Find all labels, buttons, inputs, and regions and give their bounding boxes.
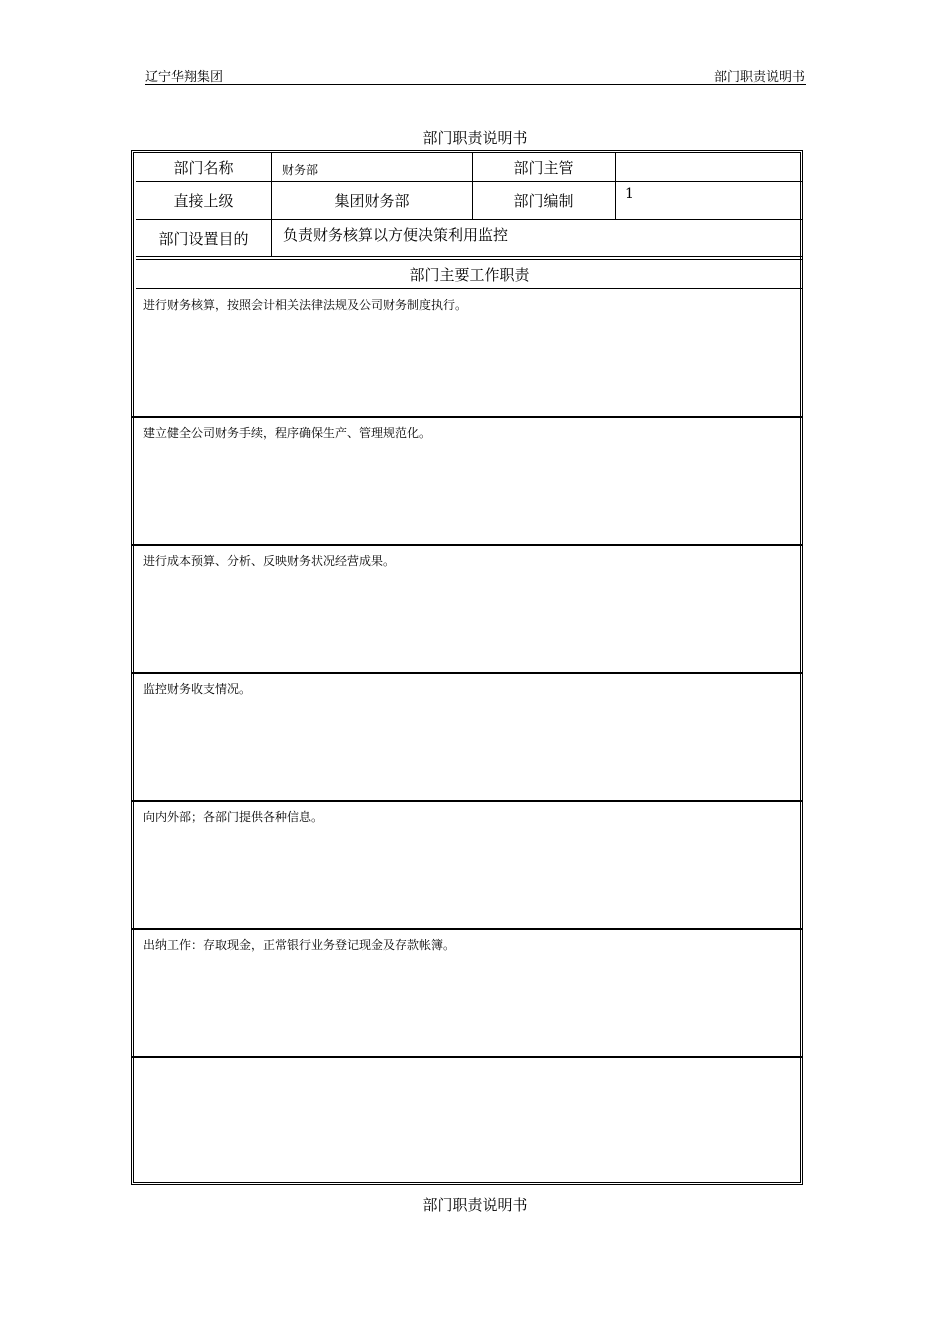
dept-head-label: 部门主管: [513, 159, 574, 177]
duty-item-3: 进行成本预算、分析、反映财务状况经营成果。: [143, 554, 396, 568]
header-doc-name: 部门职责说明书: [713, 70, 805, 85]
duty-divider: [131, 1056, 803, 1058]
purpose-label: 部门设置目的: [158, 229, 249, 248]
duties-header: 部门主要工作职责: [409, 265, 530, 284]
superior-label: 直接上级: [173, 192, 234, 210]
duty-item-5: 向内外部；各部门提供各种信息。: [143, 810, 324, 824]
row-divider: [136, 288, 803, 289]
headcount-label: 部门编制: [513, 192, 574, 210]
col-divider: [615, 153, 616, 219]
header-company: 辽宁华翔集团: [145, 70, 224, 85]
header-divider: [145, 84, 806, 85]
duty-divider: [131, 544, 803, 546]
duty-divider: [131, 800, 803, 802]
duty-item-4: 监控财务收支情况。: [143, 682, 252, 696]
dept-name-value: 财务部: [282, 163, 319, 177]
duty-divider: [131, 928, 803, 930]
duty-item-2: 建立健全公司财务手续，程序确保生产、管理规范化。: [143, 426, 432, 440]
dept-name-label: 部门名称: [173, 159, 234, 177]
purpose-value: 负责财务核算以方便决策利用监控: [283, 226, 509, 244]
row-divider: [136, 256, 803, 257]
duty-item-6: 出纳工作：存取现金，正常银行业务登记现金及存款帐簿。: [143, 938, 456, 952]
superior-value: 集团财务部: [334, 192, 410, 210]
footer-title: 部门职责说明书: [422, 1196, 528, 1214]
headcount-value: 1: [625, 186, 634, 202]
duty-divider: [131, 416, 803, 418]
duty-item-1: 进行财务核算，按照会计相关法律法规及公司财务制度执行。: [143, 298, 468, 312]
duty-divider: [131, 672, 803, 674]
document-title: 部门职责说明书: [422, 129, 528, 147]
